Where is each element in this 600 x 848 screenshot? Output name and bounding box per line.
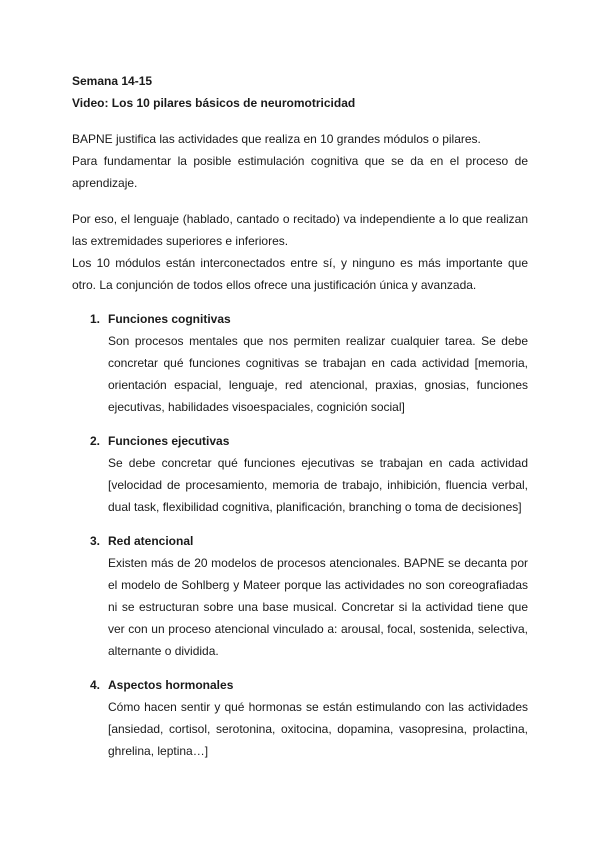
list-item-body: Cómo hacen sentir y qué hormonas se están estimulando con las actividades [ansiedad, cortisol, serotonina, oxitocina, dopamina, vasopresina, prolactina, ghrelina, leptina…] bbox=[108, 700, 528, 758]
list-item-number: 4. bbox=[90, 678, 101, 692]
document-content bbox=[72, 70, 528, 774]
intro-paragraph: BAPNE justifica las actividades que realiza en 10 grandes módulos o pilares. bbox=[72, 132, 481, 146]
list-item-body: Existen más de 20 modelos de procesos atencionales. BAPNE se decanta por el modelo de Sohlberg y Mateer porque las actividades no son coreografiadas ni se estructuran sobre una base musical. Concretar si la actividad tiene que ver con un proceso atencional vinculado a: arousal, focal, sostenida, selectiva, alternante o dividida. bbox=[108, 556, 528, 658]
list-item bbox=[72, 530, 528, 662]
list-item bbox=[72, 674, 528, 762]
week-heading: Semana 14-15 bbox=[72, 74, 153, 88]
list-item-number: 3. bbox=[90, 534, 101, 548]
list-item-body: Son procesos mentales que nos permiten realizar cualquier tarea. Se debe concretar qué funciones cognitivas se trabajan en cada actividad [memoria, orientación espacial, lenguaje, red atencional, praxias, gnosias, funciones ejecutivas, habilidades visoespaciales, cognición social] bbox=[108, 334, 528, 414]
list-item-number: 1. bbox=[90, 312, 101, 326]
video-title: Video: Los 10 pilares básicos de neuromotricidad bbox=[72, 96, 356, 110]
list-item bbox=[72, 430, 528, 518]
list-item-title: Red atencional bbox=[108, 534, 194, 548]
list-item-number: 2. bbox=[90, 434, 101, 448]
list-item bbox=[72, 308, 528, 418]
intro-paragraph: Para fundamentar la posible estimulación cognitiva que se da en el proceso de aprendizaje. bbox=[72, 154, 528, 190]
list-item-body: Se debe concretar qué funciones ejecutivas se trabajan en cada actividad [velocidad de procesamiento, memoria de trabajo, inhibición, fluencia verbal, dual task, flexibilidad cognitiva, planificación, branching o toma de decisiones] bbox=[108, 456, 528, 514]
list-item-title: Funciones cognitivas bbox=[108, 312, 231, 326]
intro-paragraph: Por eso, el lenguaje (hablado, cantado o recitado) va independiente a lo que realizan las extremidades superiores e inferiores. bbox=[72, 212, 528, 248]
pillars-list bbox=[72, 308, 528, 762]
intro-paragraph: Los 10 módulos están interconectados entre sí, y ninguno es más importante que otro. La conjunción de todos ellos ofrece una justificación única y avanzada. bbox=[72, 256, 528, 292]
list-item-title: Funciones ejecutivas bbox=[108, 434, 230, 448]
list-item-title: Aspectos hormonales bbox=[108, 678, 234, 692]
